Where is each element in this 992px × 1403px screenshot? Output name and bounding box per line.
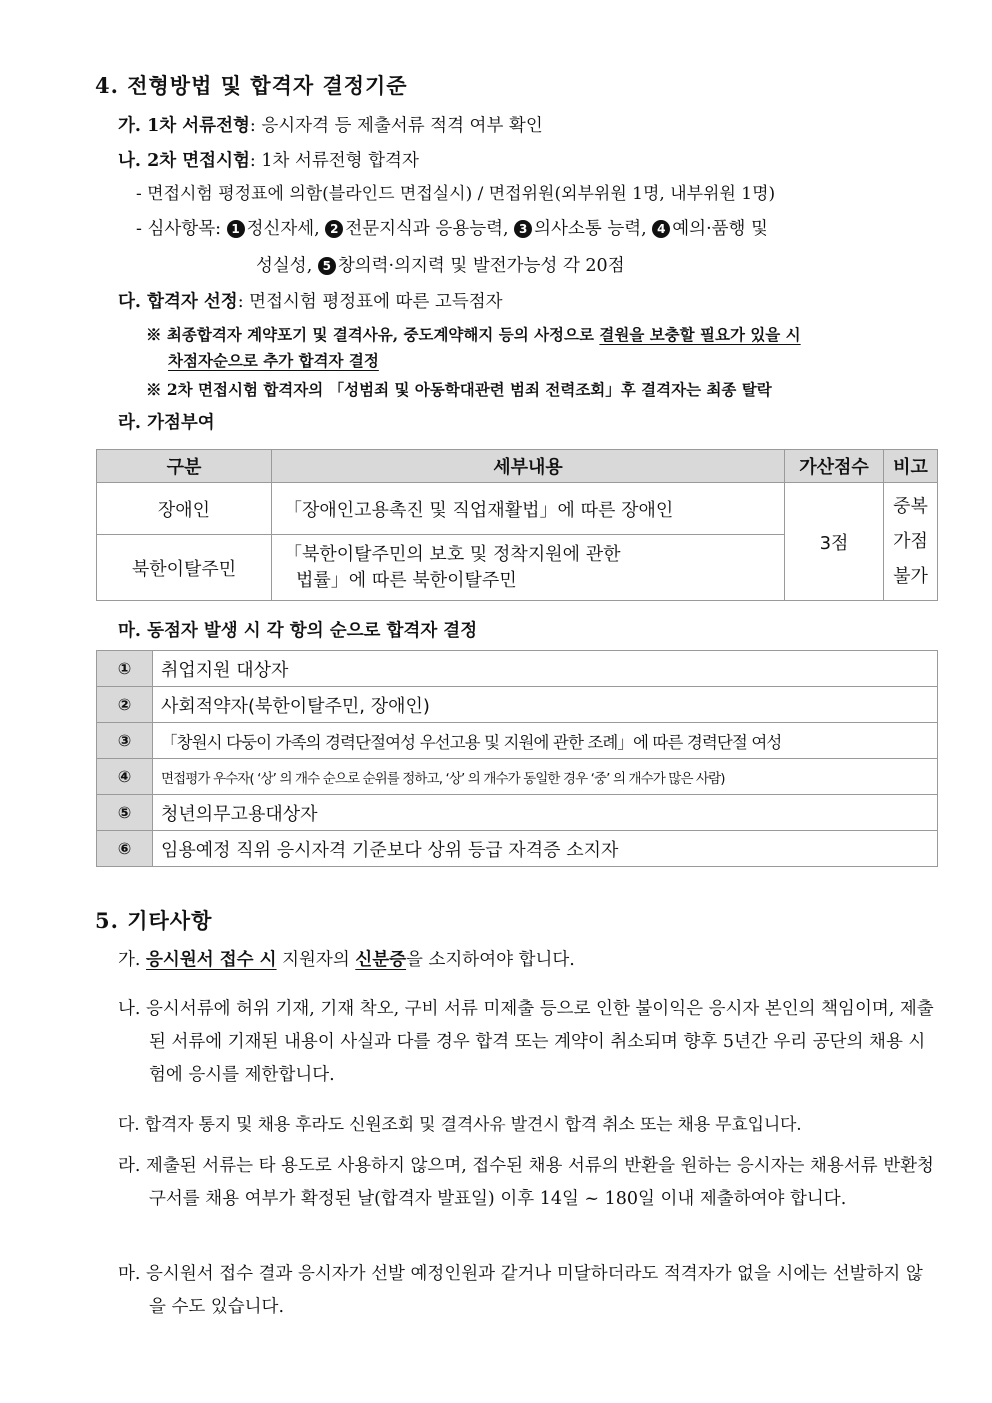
tie-text: 취업지원 대상자 (153, 651, 938, 687)
ga-mid: 지원자의 (276, 950, 356, 970)
table-row (97, 831, 938, 867)
review-item-4-cont: 성실성, (256, 256, 318, 276)
header-category: 구분 (97, 450, 272, 483)
note-1-b: 결원을 보충할 필요가 있을 시 (599, 325, 801, 344)
item-ga-label: 가. 1차 서류전형 (118, 116, 250, 136)
number-4-icon: 4 (652, 220, 670, 238)
tie-text: 청년의무고용대상자 (153, 795, 938, 831)
row-detail: 「장애인고용촉진 및 직업재활법」에 따른 장애인 (272, 483, 785, 535)
interview-method-line: - 면접시험 평정표에 의함(블라인드 면접실시) / 면접위원(외부위원 1명, 내부위원 1명) (136, 184, 776, 204)
tie-text: 「창원시 다둥이 가족의 경력단절여성 우선고용 및 지원에 관한 조례」에 따른 경력단절 여성 (153, 723, 938, 759)
tie-number: ④ (97, 759, 153, 795)
note-1-c: 차점자순으로 추가 합격자 결정 (168, 351, 379, 370)
tie-number: ① (97, 651, 153, 687)
tie-number: ③ (97, 723, 153, 759)
review-item-1: 정신자세, (246, 219, 326, 239)
row-detail-line-1: 「북한이탈주민의 보호 및 정착지원에 관한 (284, 543, 621, 565)
bonus-note-line: 가점 (893, 531, 928, 552)
bonus-table (96, 449, 938, 601)
row-category: 북한이탈주민 (97, 535, 272, 601)
row-detail (272, 535, 785, 601)
ga-underline-1: 응시원서 접수 시 (146, 950, 277, 970)
item-na-text: : 1차 서류전형 합격자 (249, 151, 419, 171)
review-items-prefix: - 심사항목: (136, 219, 227, 239)
header-score: 가산점수 (785, 450, 884, 483)
table-row (97, 723, 938, 759)
review-item-4: 예의·품행 및 (672, 219, 768, 239)
tie-number: ⑥ (97, 831, 153, 867)
number-1-icon: 1 (227, 220, 245, 238)
review-item-3: 의사소통 능력, (534, 219, 653, 239)
row-category: 장애인 (97, 483, 272, 535)
tie-text: 임용예정 직위 응시자격 기준보다 상위 등급 자격증 소지자 (153, 831, 938, 867)
section-4-heading: 4. 전형방법 및 합격자 결정기준 (95, 73, 408, 98)
section5-item-da: 다. 합격자 통지 및 채용 후라도 신원조회 및 결격사유 발견시 합격 취소 또는 채용 무효입니다. (118, 1115, 802, 1135)
bonus-note-line: 불가 (893, 566, 928, 587)
section5-item-ma: 마. 응시원서 접수 결과 응시자가 선발 예정인원과 같거나 미달하더라도 적격자가 없을 시에는 선발하지 않을 수도 있습니다. (118, 1264, 923, 1317)
bonus-note (884, 483, 938, 601)
table-row (97, 651, 938, 687)
ga-underline-2: 신분증 (355, 950, 407, 970)
note-2: ※ 2차 면접시험 합격자의 「성범죄 및 아동학대관련 범죄 전력조회」후 결격자는 최종 탈락 (146, 380, 772, 399)
item-ga-text: : 응시자격 등 제출서류 적격 여부 확인 (249, 116, 543, 136)
section5-item-na: 나. 응시서류에 허위 기재, 기재 착오, 구비 서류 미제출 등으로 인한 불이익은 응시자 본인의 책임이며, 제출된 서류에 기재된 내용이 사실과 다를 경우 합격 또는 계약이 취소되며 향후 5년간 우리 공단의 채용 시험에 응시를 제한합니다. (118, 999, 934, 1085)
bonus-note-line: 중복 (893, 496, 928, 517)
tie-text: 사회적약자(북한이탈주민, 장애인) (153, 687, 938, 723)
number-5-icon: 5 (318, 257, 336, 275)
bonus-table-header (97, 450, 938, 483)
section5-item-ra: 라. 제출된 서류는 타 용도로 사용하지 않으며, 접수된 채용 서류의 반환을 원하는 응시자는 채용서류 반환청구서를 채용 여부가 확정된 날(합격자 발표일) 이후 14일 ~ 180일 이내 제출하여야 합니다. (118, 1156, 934, 1209)
ga-end: 을 소지하여야 합니다. (406, 950, 575, 970)
section5-item-ga (118, 946, 575, 971)
tiebreak-table (96, 650, 938, 867)
number-2-icon: 2 (325, 220, 343, 238)
tie-text: 면접평가 우수자( ‘상’ 의 개수 순으로 순위를 정하고, ‘상’ 의 개수가 동일한 경우 ‘중’ 의 개수가 많은 사람) (153, 759, 938, 795)
item-da (118, 288, 503, 313)
review-items-line (136, 215, 768, 240)
ga-prefix: 가. (118, 950, 147, 970)
tie-number: ② (97, 687, 153, 723)
bonus-score: 3점 (785, 483, 884, 601)
review-item-5: 창의력·의지력 및 발전가능성 각 20점 (337, 256, 625, 276)
row-detail-line-2: 법률」에 따른 북한이탈주민 (296, 569, 517, 591)
item-na-label: 나. 2차 면접시험 (118, 151, 250, 171)
header-note: 비고 (884, 450, 938, 483)
item-da-text: : 면접시험 평정표에 따른 고득점자 (237, 292, 503, 312)
number-3-icon: 3 (514, 220, 532, 238)
review-item-2: 전문지식과 응용능력, (345, 219, 515, 239)
table-row (97, 795, 938, 831)
item-da-label: 다. 합격자 선정 (118, 292, 238, 312)
item-ma-label: 마. 동점자 발생 시 각 항의 순으로 합격자 결정 (118, 621, 478, 641)
section-5-heading: 5. 기타사항 (95, 908, 213, 933)
table-row (97, 687, 938, 723)
item-ra-label: 라. 가점부여 (118, 413, 215, 433)
header-detail: 세부내용 (272, 450, 785, 483)
review-items-line-2 (256, 252, 625, 277)
item-ga (118, 112, 543, 137)
note-1-a: ※ 최종합격자 계약포기 및 결격사유, 중도계약해지 등의 사정으로 (146, 325, 600, 344)
table-row (97, 483, 938, 535)
table-row (97, 759, 938, 795)
tie-number: ⑤ (97, 795, 153, 831)
note-1 (146, 323, 801, 345)
item-na (118, 147, 419, 172)
